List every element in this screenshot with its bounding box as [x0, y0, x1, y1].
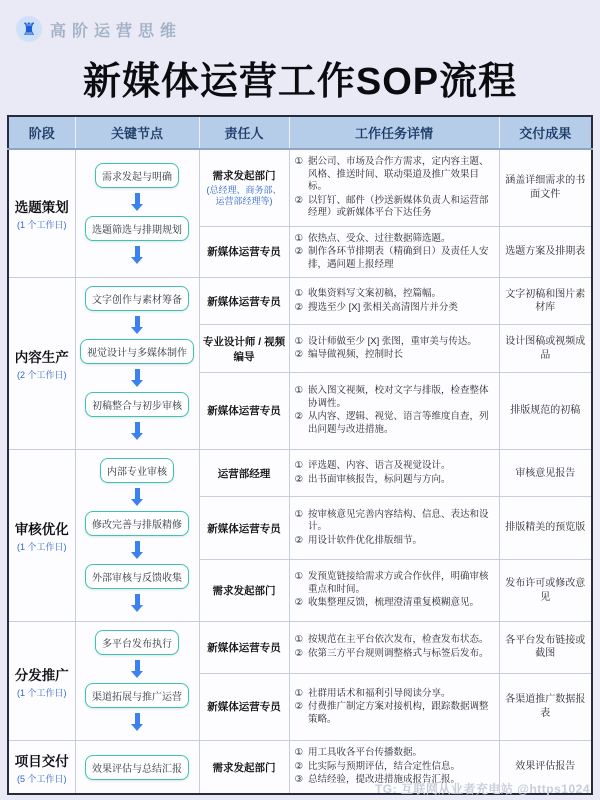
task-number: ①: [294, 634, 304, 646]
column-header: 阶段: [8, 116, 75, 149]
task-text: 评选题、内容、语言及视觉设计。: [308, 460, 451, 472]
stage-cell: [8, 149, 75, 278]
key-nodes-cell: [75, 450, 199, 622]
chess-rook-icon: ♜: [16, 16, 42, 42]
task-text: 据公司、市场及合作方需求，定内容主题、风格、推送时间、联动渠道及推广效果目标。: [308, 156, 489, 193]
task-number: ②: [294, 411, 304, 423]
node-box: 多平台发布执行: [95, 630, 179, 655]
nodes-flow: [80, 753, 195, 782]
owner-cell: [199, 450, 289, 497]
task-item: [295, 336, 493, 349]
tasks-cell: [289, 149, 499, 226]
stage-name: 选题策划: [14, 200, 69, 216]
nodes-flow: [80, 284, 195, 443]
node-box: 视觉设计与多媒体制作: [80, 339, 194, 364]
task-text: 以钉钉、邮件（抄送新媒体负责人和运营部经理）或新媒体平台下达任务: [308, 194, 489, 219]
column-header: 工作任务详情: [289, 116, 499, 149]
column-header: 交付成果: [499, 116, 592, 149]
stage-cell: [8, 741, 75, 794]
owner-name: 需求发起部门: [212, 170, 276, 183]
node-box: 选题筛选与排期规划: [85, 216, 189, 241]
deliverable-cell: 排版规范的初稿: [499, 372, 592, 450]
deliverable-cell: 涵盖详细需求的书面文件: [499, 149, 592, 226]
task-item: [295, 411, 493, 436]
down-arrow-icon: [135, 193, 140, 204]
owner-name: 运营部经理: [217, 467, 271, 480]
table-row: [8, 450, 592, 497]
task-number: ③: [294, 774, 304, 786]
task-text: 出书面审核报告，标问题与方向。: [308, 473, 451, 485]
task-item: [295, 747, 493, 760]
deliverable-cell: 设计图稿或视频成品: [499, 325, 592, 372]
deliverable-cell: 选题方案及排期表: [499, 226, 592, 278]
task-text: 嵌入图文视频，校对文字与排版，检查整体协调性。: [308, 385, 489, 409]
owner-cell: [199, 372, 289, 450]
deliverable-cell: 效果评估报告: [499, 741, 592, 794]
owner-name: 新媒体运营专员: [207, 405, 281, 418]
task-text: 收集整理反馈，梳理澄清重复模糊意见。: [308, 597, 480, 609]
key-nodes-cell: [75, 149, 199, 278]
deliverable-cell: 文字初稿和图片素材库: [499, 278, 592, 325]
task-number: ①: [294, 288, 304, 300]
task-text: 按规范在主平台依次发布，检查发布状态。: [308, 634, 489, 646]
sop-table: [7, 115, 593, 795]
tasks-cell: [289, 226, 499, 278]
tasks-cell: [289, 278, 499, 325]
key-nodes-cell: [75, 278, 199, 450]
node-box: 外部审核与反馈收集: [85, 564, 189, 589]
stage-name: 审核优化: [14, 522, 69, 538]
tasks-cell: [289, 622, 499, 673]
task-number: ②: [294, 647, 304, 659]
task-item: [295, 761, 493, 774]
task-item: [295, 509, 493, 534]
stage-cell: [8, 278, 75, 450]
down-arrow-icon: [135, 713, 140, 724]
owner-cell: [199, 149, 289, 226]
table-row: [8, 149, 592, 226]
down-arrow-icon: [135, 488, 140, 499]
down-arrow-icon: [135, 541, 140, 552]
owner-cell: [199, 622, 289, 673]
stage-name: 内容生产: [14, 350, 69, 366]
stage-duration: (5 个工作日): [16, 773, 67, 784]
owner-name: 专业设计师 / 视频编导: [202, 335, 286, 363]
task-text: 付费推广制定方案对接机构，跟踪数据调整策略。: [308, 701, 489, 725]
task-item: [295, 688, 493, 701]
deliverable-cell: 各渠道推广数据报表: [499, 673, 592, 741]
task-item: [295, 648, 493, 661]
task-item: [295, 233, 493, 246]
task-item: [295, 385, 493, 410]
key-nodes-cell: [75, 622, 199, 741]
tasks-cell: [289, 559, 499, 621]
task-text: 用工具收各平台传播数据。: [308, 747, 423, 759]
deliverable-cell: 各平台发布链接或截图: [499, 622, 592, 673]
tasks-cell: [289, 450, 499, 497]
owner-name: 需求发起部门: [212, 585, 276, 598]
nodes-flow: [80, 161, 195, 267]
task-text: 依热点、受众、过往数据筛选题。: [308, 232, 451, 244]
table-row: [8, 622, 592, 673]
stage-name: 分发推广: [14, 667, 69, 683]
brand-name: 高阶运营思维: [50, 22, 183, 40]
down-arrow-icon: [135, 660, 140, 671]
stage-cell: [8, 450, 75, 622]
stage-name: 项目交付: [14, 753, 69, 769]
node-box: 文字创作与素材筹备: [85, 286, 189, 311]
stage-duration: (2 个工作日): [16, 370, 67, 381]
task-number: ①: [294, 335, 304, 347]
task-number: ①: [294, 571, 304, 583]
task-item: [295, 246, 493, 271]
brand: [0, 0, 600, 42]
nodes-flow: [80, 628, 195, 734]
task-text: 收集资料写文案初稿，控篇幅。: [308, 288, 442, 300]
task-number: ②: [294, 597, 304, 609]
task-item: [295, 634, 493, 647]
node-box: 初稿整合与初步审核: [85, 392, 189, 417]
task-number: ①: [294, 232, 304, 244]
task-number: ②: [294, 760, 304, 772]
task-item: [295, 597, 493, 610]
column-header: 责任人: [199, 116, 289, 149]
task-number: ②: [294, 246, 304, 258]
owner-note: (总经理、商务部、运营部经理等): [206, 185, 282, 207]
stage-duration: (1 个工作日): [16, 542, 67, 553]
nodes-flow: [80, 456, 195, 615]
key-nodes-cell: [75, 741, 199, 794]
stage-cell: [8, 622, 75, 741]
task-item: [295, 195, 493, 220]
node-box: 效果评估与总结汇报: [85, 755, 189, 780]
owner-cell: [199, 278, 289, 325]
owner-cell: [199, 673, 289, 741]
task-number: ①: [294, 460, 304, 472]
node-box: 修改完善与排版精修: [85, 511, 189, 536]
owner-name: 需求发起部门: [212, 761, 276, 774]
owner-name: 新媒体运营专员: [207, 641, 281, 654]
owner-name: 新媒体运营专员: [207, 295, 281, 308]
owner-name: 新媒体运营专员: [207, 701, 281, 714]
task-item: [295, 288, 493, 301]
task-number: ①: [294, 747, 304, 759]
table-header-row: [8, 116, 592, 149]
node-box: 渠道拓展与推广运营: [85, 683, 189, 708]
watermark: TG: 互联网从业者充电站 @https1024: [374, 782, 590, 796]
task-number: ②: [294, 473, 304, 485]
deliverable-cell: 发布许可或修改意见: [499, 559, 592, 621]
task-text: 总结经验，提改进措施成报告汇报。: [308, 774, 461, 786]
owner-cell: [199, 325, 289, 372]
stage-duration: (1 个工作日): [16, 687, 67, 698]
task-text: 社群用话术和福利引导阅读分享。: [308, 687, 451, 699]
task-item: [295, 535, 493, 548]
task-item: [295, 156, 493, 194]
down-arrow-icon: [135, 246, 140, 257]
stage-duration: (1 个工作日): [16, 220, 67, 231]
owner-cell: [199, 559, 289, 621]
table-row: [8, 278, 592, 325]
task-text: 制作各环节排期表（精确到日）及责任人安排，遇问题上报经理: [308, 246, 489, 270]
tasks-cell: [289, 673, 499, 741]
task-number: ②: [294, 194, 304, 206]
task-text: 发预览链接给需求方或合作伙伴，明确审核重点和时间。: [308, 571, 489, 595]
task-item: [295, 349, 493, 362]
task-item: [295, 701, 493, 726]
task-item: [295, 571, 493, 596]
task-text: 按审核意见完善内容结构、信息、表达和设计。: [308, 508, 489, 533]
task-number: ②: [294, 301, 304, 313]
task-item: [295, 302, 493, 315]
task-text: 比实际与预期评估，结合定性信息。: [308, 760, 461, 772]
node-box: 内部专业审核: [100, 458, 174, 483]
column-header: 关键节点: [75, 116, 199, 149]
owner-cell: [199, 497, 289, 559]
deliverable-cell: 审核意见报告: [499, 450, 592, 497]
deliverable-cell: 排版精美的预览版: [499, 497, 592, 559]
task-text: 编导做视频，控制时长: [308, 349, 404, 361]
task-number: ②: [294, 534, 304, 546]
task-number: ①: [294, 156, 304, 167]
owner-cell: [199, 741, 289, 794]
task-text: 用设计软件优化排版细节。: [308, 534, 423, 546]
task-text: 搜选至少 [X] 张相关高清图片并分类: [308, 301, 458, 313]
owner-name: 新媒体运营专员: [207, 246, 281, 259]
owner-name: 新媒体运营专员: [207, 522, 281, 535]
task-number: ②: [294, 701, 304, 713]
down-arrow-icon: [135, 422, 140, 433]
page-title: 新媒体运营工作SOP流程: [82, 61, 518, 103]
tasks-cell: [289, 325, 499, 372]
down-arrow-icon: [135, 316, 140, 327]
owner-cell: [199, 226, 289, 278]
tasks-cell: [289, 372, 499, 450]
tasks-cell: [289, 497, 499, 559]
down-arrow-icon: [135, 369, 140, 380]
task-item: [295, 460, 493, 473]
down-arrow-icon: [135, 594, 140, 605]
task-number: ①: [294, 385, 304, 397]
task-number: ②: [294, 349, 304, 361]
task-text: 从内容、逻辑、视觉、语言等维度自查，列出问题与改进措施。: [308, 411, 489, 435]
task-text: 依第三方平台规则调整格式与标签后发布。: [308, 647, 489, 659]
task-text: 设计师做至少 [X] 张图，重审美与传达。: [308, 335, 477, 347]
task-number: ①: [294, 687, 304, 699]
task-number: ①: [294, 508, 304, 520]
node-box: 需求发起与明确: [95, 163, 179, 188]
task-item: [295, 474, 493, 487]
